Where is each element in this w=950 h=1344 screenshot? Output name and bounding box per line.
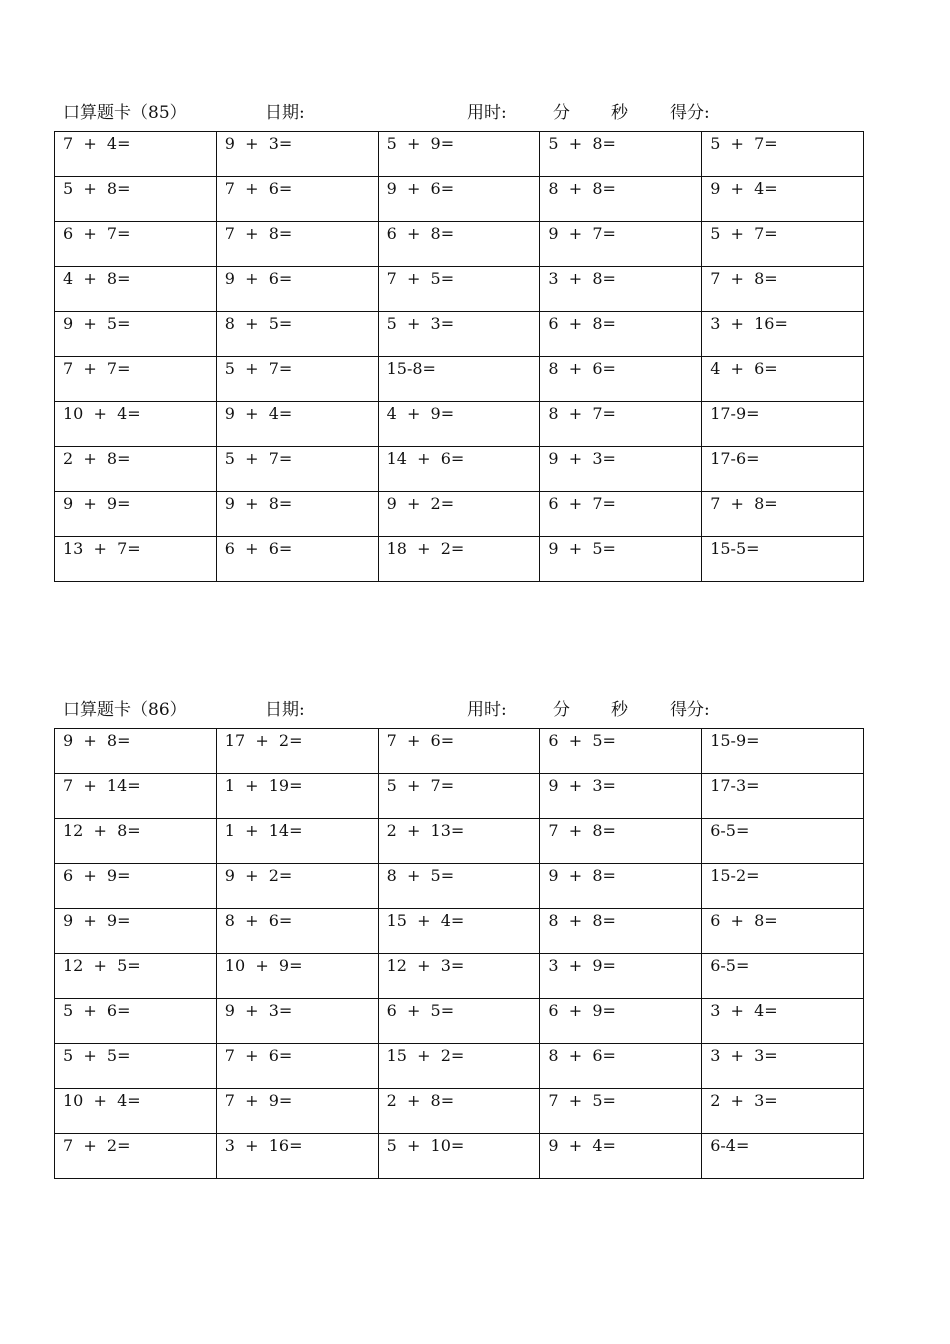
table-row	[55, 222, 864, 267]
card-title: 口算题卡（86）	[63, 700, 187, 720]
problem-cell: 15 + 4=	[378, 909, 540, 954]
problem-cell: 7 + 5=	[540, 1089, 702, 1134]
problem-cell: 5 + 5=	[55, 1044, 217, 1089]
problem-cell: 5 + 7=	[702, 222, 864, 267]
problem-cell: 7 + 8=	[702, 267, 864, 312]
table-row	[55, 1044, 864, 1089]
table-row	[55, 537, 864, 582]
problem-cell: 6 + 8=	[378, 222, 540, 267]
problem-cell: 9 + 9=	[55, 909, 217, 954]
problem-cell: 9 + 4=	[702, 177, 864, 222]
problem-cell: 9 + 3=	[540, 447, 702, 492]
score-label: 得分:	[670, 103, 710, 123]
problem-cell: 9 + 6=	[216, 267, 378, 312]
problem-cell: 5 + 8=	[55, 177, 217, 222]
problem-cell: 12 + 8=	[55, 819, 217, 864]
problem-cell: 7 + 6=	[216, 177, 378, 222]
card-header	[54, 96, 864, 131]
problem-cell: 7 + 4=	[55, 132, 217, 177]
problem-cell: 8 + 5=	[378, 864, 540, 909]
date-label: 日期:	[265, 700, 305, 720]
problem-cell: 6 + 8=	[540, 312, 702, 357]
problem-cell: 3 + 16=	[702, 312, 864, 357]
table-row	[55, 909, 864, 954]
problem-cell: 17-3=	[702, 774, 864, 819]
problem-cell: 2 + 13=	[378, 819, 540, 864]
problem-cell: 9 + 8=	[540, 864, 702, 909]
table-row	[55, 177, 864, 222]
problem-cell: 5 + 6=	[55, 999, 217, 1044]
problem-cell: 10 + 4=	[55, 1089, 217, 1134]
table-row	[55, 267, 864, 312]
problem-cell: 2 + 8=	[55, 447, 217, 492]
problem-cell: 7 + 6=	[216, 1044, 378, 1089]
problem-cell: 8 + 8=	[540, 909, 702, 954]
problem-cell: 5 + 7=	[216, 447, 378, 492]
table-row	[55, 402, 864, 447]
problem-cell: 14 + 6=	[378, 447, 540, 492]
arithmetic-card-86	[54, 693, 864, 1179]
problem-cell: 5 + 7=	[702, 132, 864, 177]
minute-label: 分	[553, 103, 570, 123]
problem-cell: 15-8=	[378, 357, 540, 402]
problem-cell: 6 + 9=	[55, 864, 217, 909]
problem-cell: 7 + 6=	[378, 729, 540, 774]
problem-cell: 9 + 5=	[55, 312, 217, 357]
problem-cell: 3 + 3=	[702, 1044, 864, 1089]
problem-cell: 9 + 7=	[540, 222, 702, 267]
problem-cell: 17-9=	[702, 402, 864, 447]
table-row	[55, 1134, 864, 1179]
problem-cell: 5 + 9=	[378, 132, 540, 177]
table-row	[55, 1089, 864, 1134]
problem-cell: 13 + 7=	[55, 537, 217, 582]
problem-grid	[54, 131, 864, 582]
table-row	[55, 492, 864, 537]
problem-cell: 10 + 4=	[55, 402, 217, 447]
problem-cell: 3 + 9=	[540, 954, 702, 999]
problem-cell: 9 + 4=	[216, 402, 378, 447]
table-row	[55, 774, 864, 819]
problem-cell: 7 + 8=	[540, 819, 702, 864]
arithmetic-card-85	[54, 96, 864, 582]
problem-cell: 15-9=	[702, 729, 864, 774]
problem-cell: 9 + 2=	[216, 864, 378, 909]
problem-cell: 9 + 6=	[378, 177, 540, 222]
problem-cell: 7 + 14=	[55, 774, 217, 819]
problem-cell: 3 + 4=	[702, 999, 864, 1044]
second-label: 秒	[611, 103, 628, 123]
problem-cell: 5 + 10=	[378, 1134, 540, 1179]
problem-cell: 5 + 7=	[378, 774, 540, 819]
time-used-label: 用时:	[467, 700, 507, 720]
problem-cell: 9 + 4=	[540, 1134, 702, 1179]
problem-cell: 8 + 5=	[216, 312, 378, 357]
problem-cell: 1 + 14=	[216, 819, 378, 864]
problem-cell: 8 + 6=	[540, 1044, 702, 1089]
card-header	[54, 693, 864, 728]
problem-cell: 8 + 6=	[216, 909, 378, 954]
problem-cell: 6-5=	[702, 819, 864, 864]
problem-cell: 7 + 8=	[216, 222, 378, 267]
second-label: 秒	[611, 700, 628, 720]
problem-cell: 18 + 2=	[378, 537, 540, 582]
problem-cell: 10 + 9=	[216, 954, 378, 999]
problem-cell: 6 + 8=	[702, 909, 864, 954]
problem-cell: 4 + 6=	[702, 357, 864, 402]
problem-cell: 12 + 3=	[378, 954, 540, 999]
problem-cell: 7 + 7=	[55, 357, 217, 402]
problem-cell: 9 + 5=	[540, 537, 702, 582]
table-row	[55, 954, 864, 999]
problem-cell: 7 + 9=	[216, 1089, 378, 1134]
problem-cell: 17-6=	[702, 447, 864, 492]
problem-cell: 8 + 6=	[540, 357, 702, 402]
problem-cell: 4 + 9=	[378, 402, 540, 447]
problem-cell: 15-5=	[702, 537, 864, 582]
problem-cell: 4 + 8=	[55, 267, 217, 312]
problem-cell: 17 + 2=	[216, 729, 378, 774]
minute-label: 分	[553, 700, 570, 720]
table-row	[55, 357, 864, 402]
problem-cell: 9 + 8=	[55, 729, 217, 774]
card-title: 口算题卡（85）	[63, 103, 187, 123]
problem-cell: 12 + 5=	[55, 954, 217, 999]
table-row	[55, 312, 864, 357]
problem-cell: 6 + 6=	[216, 537, 378, 582]
problem-cell: 15 + 2=	[378, 1044, 540, 1089]
table-row	[55, 999, 864, 1044]
problem-cell: 2 + 3=	[702, 1089, 864, 1134]
problem-grid	[54, 728, 864, 1179]
table-row	[55, 864, 864, 909]
problem-cell: 8 + 7=	[540, 402, 702, 447]
problem-cell: 9 + 3=	[216, 132, 378, 177]
score-label: 得分:	[670, 700, 710, 720]
problem-cell: 1 + 19=	[216, 774, 378, 819]
problem-cell: 3 + 8=	[540, 267, 702, 312]
problem-cell: 7 + 8=	[702, 492, 864, 537]
problem-cell: 9 + 3=	[216, 999, 378, 1044]
problem-cell: 2 + 8=	[378, 1089, 540, 1134]
problem-cell: 9 + 9=	[55, 492, 217, 537]
problem-cell: 5 + 3=	[378, 312, 540, 357]
problem-cell: 6 + 9=	[540, 999, 702, 1044]
problem-cell: 9 + 3=	[540, 774, 702, 819]
problem-cell: 8 + 8=	[540, 177, 702, 222]
problem-cell: 6 + 5=	[378, 999, 540, 1044]
problem-cell: 5 + 7=	[216, 357, 378, 402]
date-label: 日期:	[265, 103, 305, 123]
table-row	[55, 819, 864, 864]
problem-cell: 6 + 7=	[540, 492, 702, 537]
problem-cell: 7 + 2=	[55, 1134, 217, 1179]
problem-cell: 9 + 8=	[216, 492, 378, 537]
table-row	[55, 132, 864, 177]
problem-cell: 5 + 8=	[540, 132, 702, 177]
table-row	[55, 447, 864, 492]
problem-cell: 6 + 7=	[55, 222, 217, 267]
problem-cell: 9 + 2=	[378, 492, 540, 537]
problem-cell: 7 + 5=	[378, 267, 540, 312]
problem-cell: 6-4=	[702, 1134, 864, 1179]
problem-cell: 15-2=	[702, 864, 864, 909]
table-row	[55, 729, 864, 774]
problem-cell: 6 + 5=	[540, 729, 702, 774]
problem-cell: 6-5=	[702, 954, 864, 999]
time-used-label: 用时:	[467, 103, 507, 123]
problem-cell: 3 + 16=	[216, 1134, 378, 1179]
